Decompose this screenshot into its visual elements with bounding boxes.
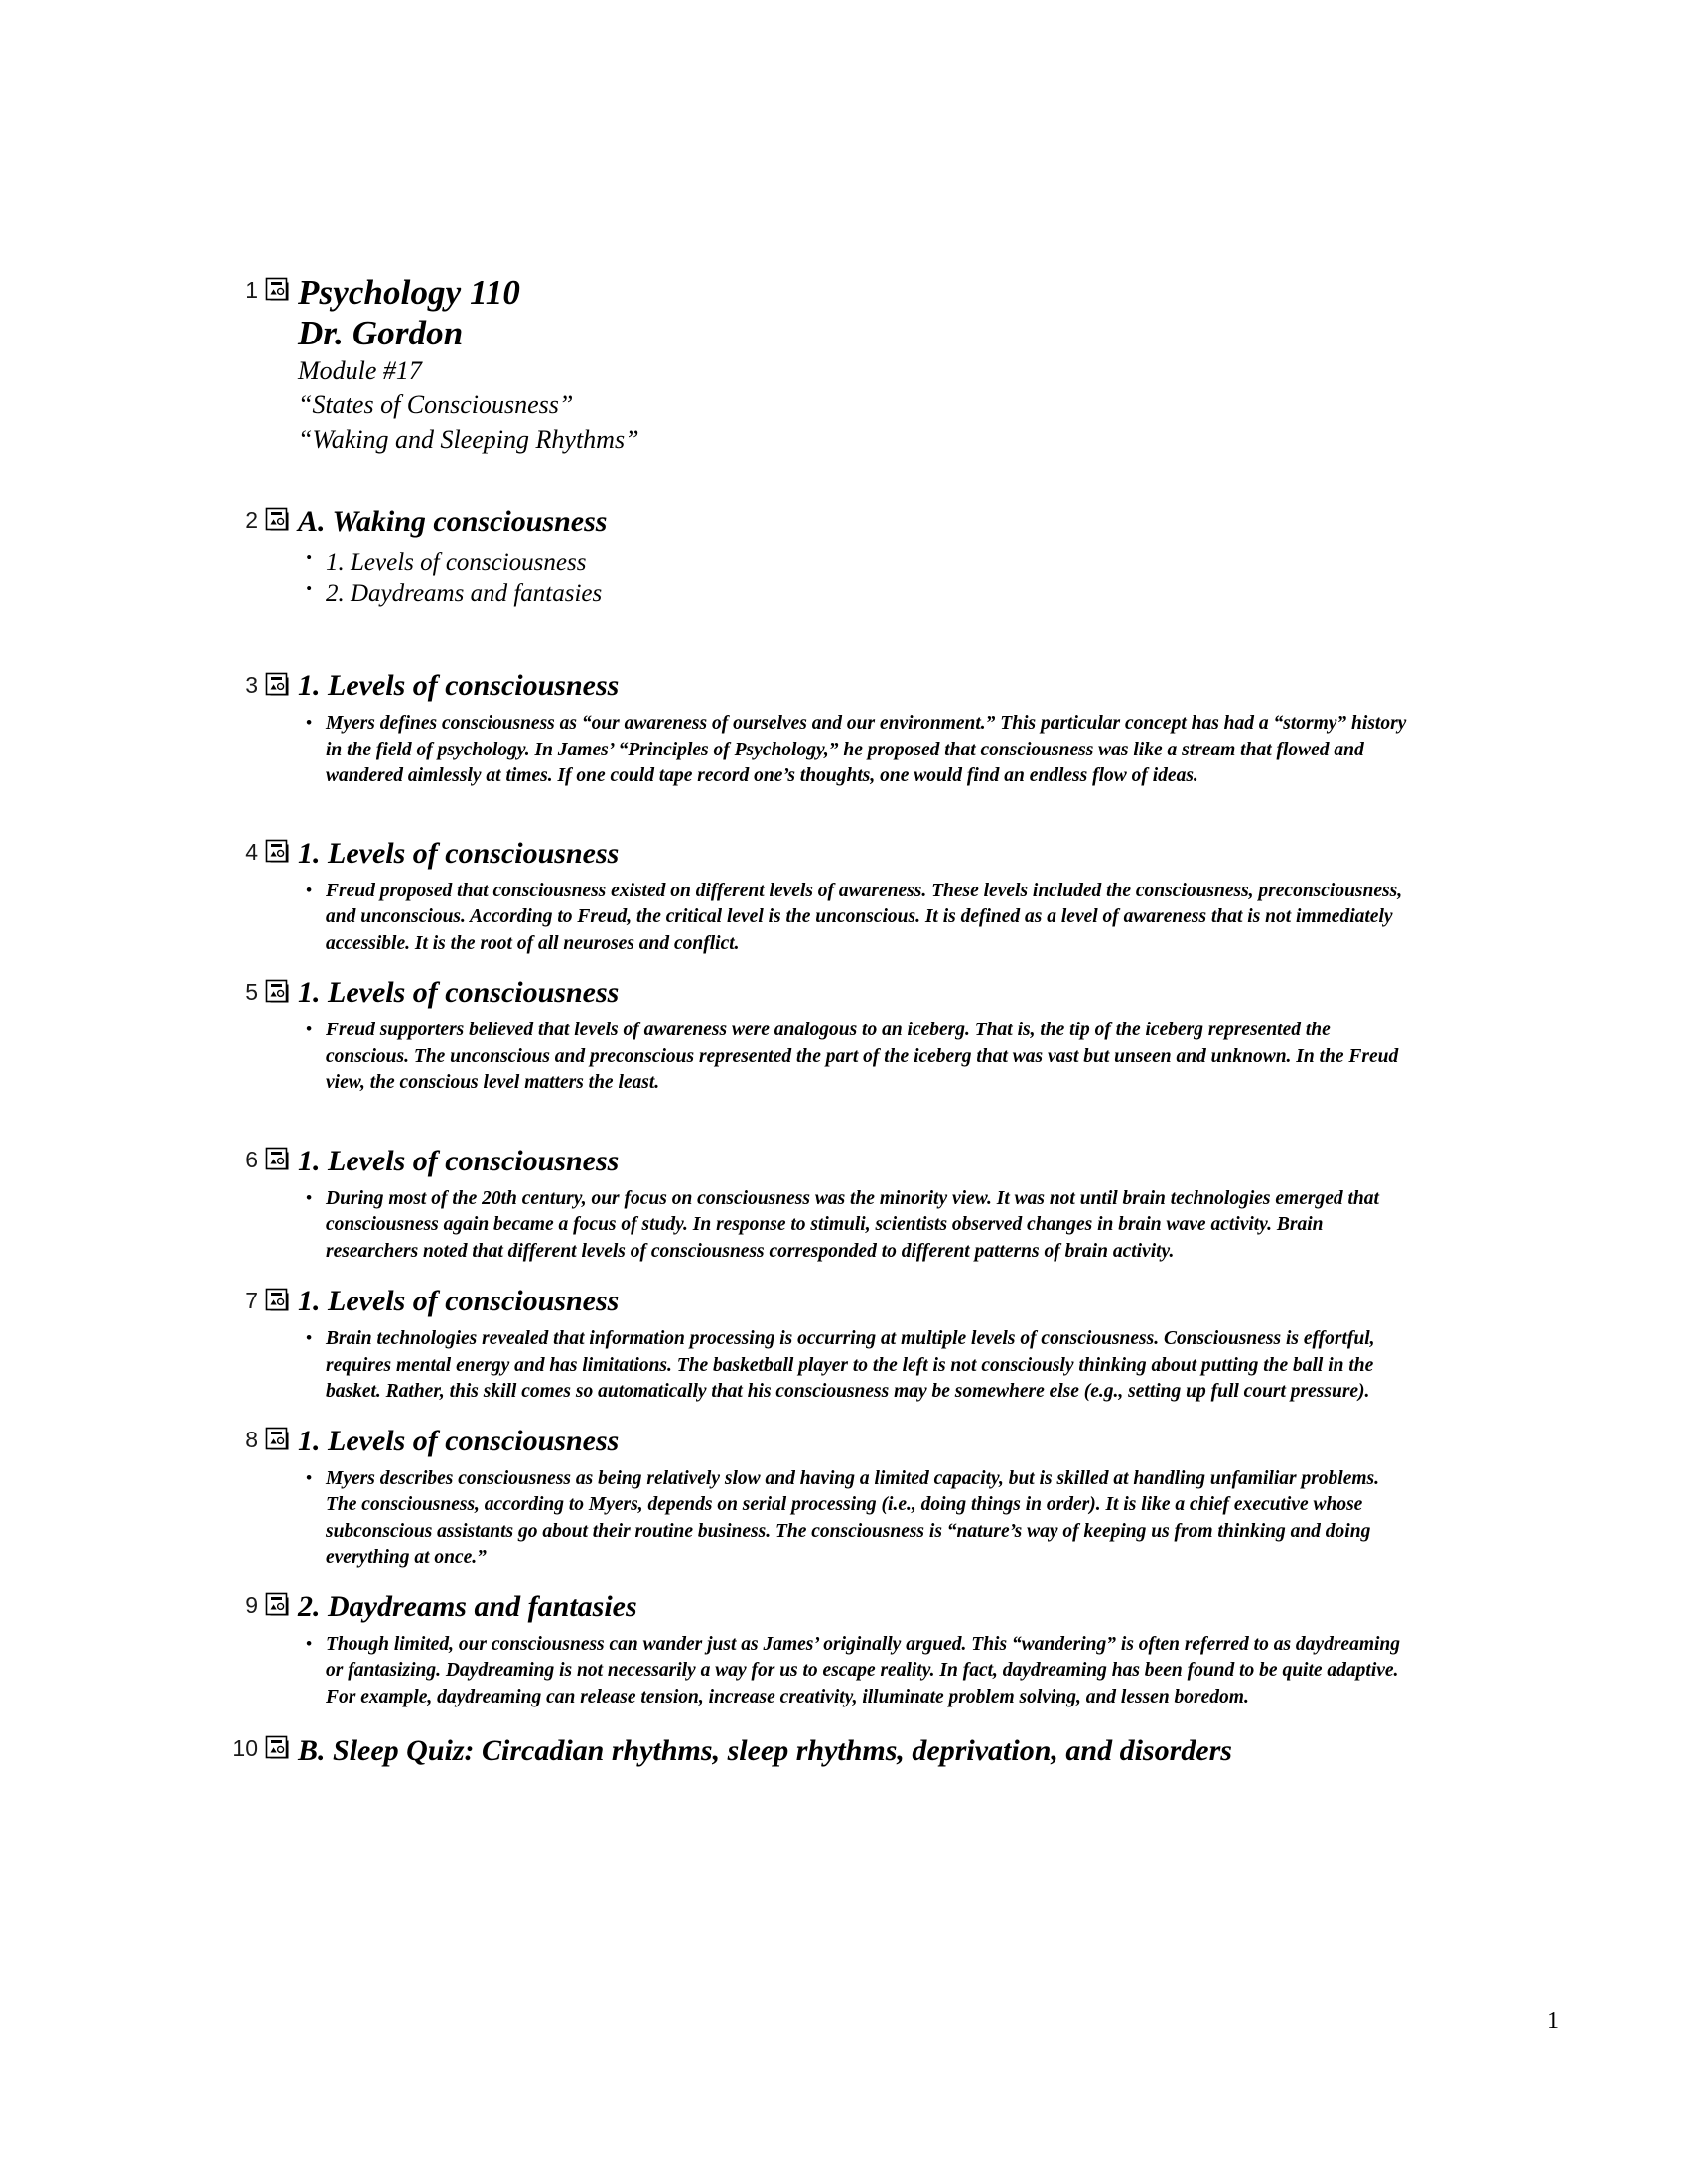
slide-title-line-1: Psychology 110 — [298, 273, 521, 312]
powerpoint-slide-icon — [265, 1427, 292, 1453]
spacer — [298, 1265, 1410, 1284]
powerpoint-slide-icon — [265, 672, 292, 699]
spacer — [298, 1406, 1410, 1424]
slide-heading: 1. Levels of consciousness — [298, 1285, 620, 1318]
outline-entry-slide-7 — [245, 1284, 1410, 1406]
powerpoint-slide-icon — [265, 1288, 292, 1314]
outline-entry-slide-10 — [232, 1731, 1410, 1771]
list-item: • Brain technologies revealed that information processing is occurring at multiple levels of consciousness. Consciousness is effortful, requires mental energy and has limitations. The basketball player to the left is not consciously thinking about putting the ball in the basket. Rather, this skill comes so automatically that his consciousness may be somewhere else (e.g., setting up full court pressure). — [298, 1326, 1410, 1406]
powerpoint-slide-icon — [265, 507, 292, 534]
outline-entry-slide-3 — [245, 668, 1410, 790]
slide-bullet-list — [298, 1326, 1410, 1406]
slide-bullet-list — [298, 1018, 1410, 1097]
slide-gutter-8 — [216, 1424, 292, 1457]
slide-heading: 1. Levels of consciousness — [298, 1424, 620, 1457]
outline-entry-slide-6 — [245, 1144, 1410, 1266]
slide-title-line-2: Dr. Gordon — [298, 313, 464, 352]
slide-number: 8 — [245, 1427, 258, 1453]
slide-number: 7 — [245, 1287, 258, 1313]
slide-heading: 1. Levels of consciousness — [298, 1144, 620, 1177]
spacer — [298, 1097, 1410, 1144]
slide-gutter-9 — [216, 1589, 292, 1623]
slide-bullet-list — [298, 711, 1410, 790]
spacer — [298, 1179, 1410, 1186]
spacer — [298, 540, 1410, 547]
spacer — [298, 872, 1410, 879]
powerpoint-slide-icon — [265, 839, 292, 866]
outline-content — [232, 273, 1410, 1771]
outline-entry-slide-8 — [245, 1424, 1410, 1571]
list-item: • Freud proposed that consciousness existed on different levels of awareness. These levels included the consciousness, preconsciousness, and unconscious. According to Freud, the critical level is the unconscious. It is defined as a level of awareness that is not immediately accessible. It is the root of all neuroses and conflict. — [298, 879, 1410, 958]
slide-number: 5 — [245, 978, 258, 1005]
powerpoint-slide-icon — [265, 979, 292, 1006]
subtitle-states-of-consciousness: “States of Consciousness” — [298, 390, 574, 420]
outline-entry-slide-1 — [245, 273, 1410, 458]
spacer — [298, 1625, 1410, 1632]
list-item: • During most of the 20th century, our focus on consciousness was the minority view. It was not until brain technologies emerged that consciousness again became a focus of study. In response to stimuli, scientists observed changes in brain wave activity. Brain researchers noted that different levels of consciousness corresponded to different patterns of brain activity. — [298, 1186, 1410, 1266]
spacer — [298, 957, 1410, 975]
slide-bullet-list — [298, 1466, 1410, 1571]
spacer — [298, 1710, 1410, 1731]
list-item: • Freud supporters believed that levels of awareness were analogous to an iceberg. That is, the tip of the iceberg represented the conscious. The unconscious and preconscious represented the part of the iceberg that was vast but unseen and unknown. In the Freud view, the conscious level matters the least. — [298, 1018, 1410, 1097]
slide-number: 3 — [245, 671, 258, 698]
spacer — [298, 1571, 1410, 1589]
spacer — [298, 1319, 1410, 1326]
list-item: • Myers defines consciousness as “our awareness of ourselves and our environment.” This particular concept has had a “stormy” history in the field of psychology. In James’ “Principles of Psychology,” he proposed that consciousness was like a stream that flowed and wandered aimlessly at times. If one could tape record one’s thoughts, one would find an endless flow of ideas. — [298, 711, 1410, 790]
slide-heading: 1. Levels of consciousness — [298, 976, 620, 1010]
powerpoint-slide-icon — [265, 277, 292, 304]
slide-number: 6 — [245, 1147, 258, 1173]
list-item: • Though limited, our consciousness can wander just as James’ originally argued. This “wandering” is often referred to as daydreaming or fantasizing. Daydreaming is not necessarily a way for us to escape reality. In fact, daydreaming has been found to be quite adaptive. For example, daydreaming can release tension, increase creativity, illuminate problem solving, and lessen boredom. — [298, 1632, 1410, 1711]
module-label: Module #17 — [298, 355, 422, 385]
slide-number: 10 — [232, 1734, 258, 1761]
slide-heading: 1. Levels of consciousness — [298, 669, 620, 703]
slide-number: 4 — [245, 839, 258, 866]
slide-gutter-2 — [216, 504, 292, 538]
spacer — [298, 1011, 1410, 1018]
spacer — [298, 1459, 1410, 1466]
slide-gutter-6 — [216, 1144, 292, 1177]
slide-gutter-4 — [216, 836, 292, 870]
slide-heading: B. Sleep Quiz: Circadian rhythms, sleep rhythms, deprivation, and disorders — [298, 1734, 1232, 1768]
list-item: • 2. Daydreams and fantasies — [298, 578, 1410, 609]
outline-entry-slide-5 — [245, 975, 1410, 1097]
slide-bullet-list — [298, 547, 1410, 610]
powerpoint-slide-icon — [265, 1592, 292, 1619]
subtitle-waking-and-sleeping-rhythms: “Waking and Sleeping Rhythms” — [298, 425, 639, 455]
slide-number: 9 — [245, 1592, 258, 1619]
slide-number: 1 — [245, 276, 258, 303]
slide-gutter-10 — [216, 1731, 292, 1765]
spacer — [298, 704, 1410, 711]
list-item: • Myers describes consciousness as being relatively slow and having a limited capacity, but is skilled at handling unfamiliar problems. The consciousness, according to Myers, depends on serial processing (i.e., doing things in order). It is like a chief executive whose subconscious assistants go about their routine business. The consciousness is “nature’s way of keeping us from thinking and doing everything at once.” — [298, 1466, 1410, 1571]
slide-gutter-1 — [216, 273, 292, 307]
slide-bullet-list — [298, 1632, 1410, 1711]
slide-gutter-5 — [216, 975, 292, 1009]
slide-bullet-list — [298, 879, 1410, 958]
outline-entry-slide-9 — [245, 1589, 1410, 1711]
list-item: • 1. Levels of consciousness — [298, 547, 1410, 578]
outline-entry-slide-4 — [245, 836, 1410, 958]
outline-entry-slide-2 — [245, 504, 1410, 610]
slide-bullet-list — [298, 1186, 1410, 1266]
powerpoint-slide-icon — [265, 1147, 292, 1173]
slide-number: 2 — [245, 507, 258, 534]
page-number: 1 — [1547, 2008, 1559, 2034]
slide-gutter-7 — [216, 1284, 292, 1317]
spacer — [298, 790, 1410, 836]
spacer — [298, 609, 1410, 668]
slide-gutter-3 — [216, 668, 292, 702]
spacer — [298, 458, 1410, 504]
slide-heading: 2. Daydreams and fantasies — [298, 1589, 637, 1623]
powerpoint-slide-icon — [265, 1735, 292, 1762]
slide-heading: 1. Levels of consciousness — [298, 836, 620, 870]
slide-heading: A. Waking consciousness — [298, 504, 608, 538]
